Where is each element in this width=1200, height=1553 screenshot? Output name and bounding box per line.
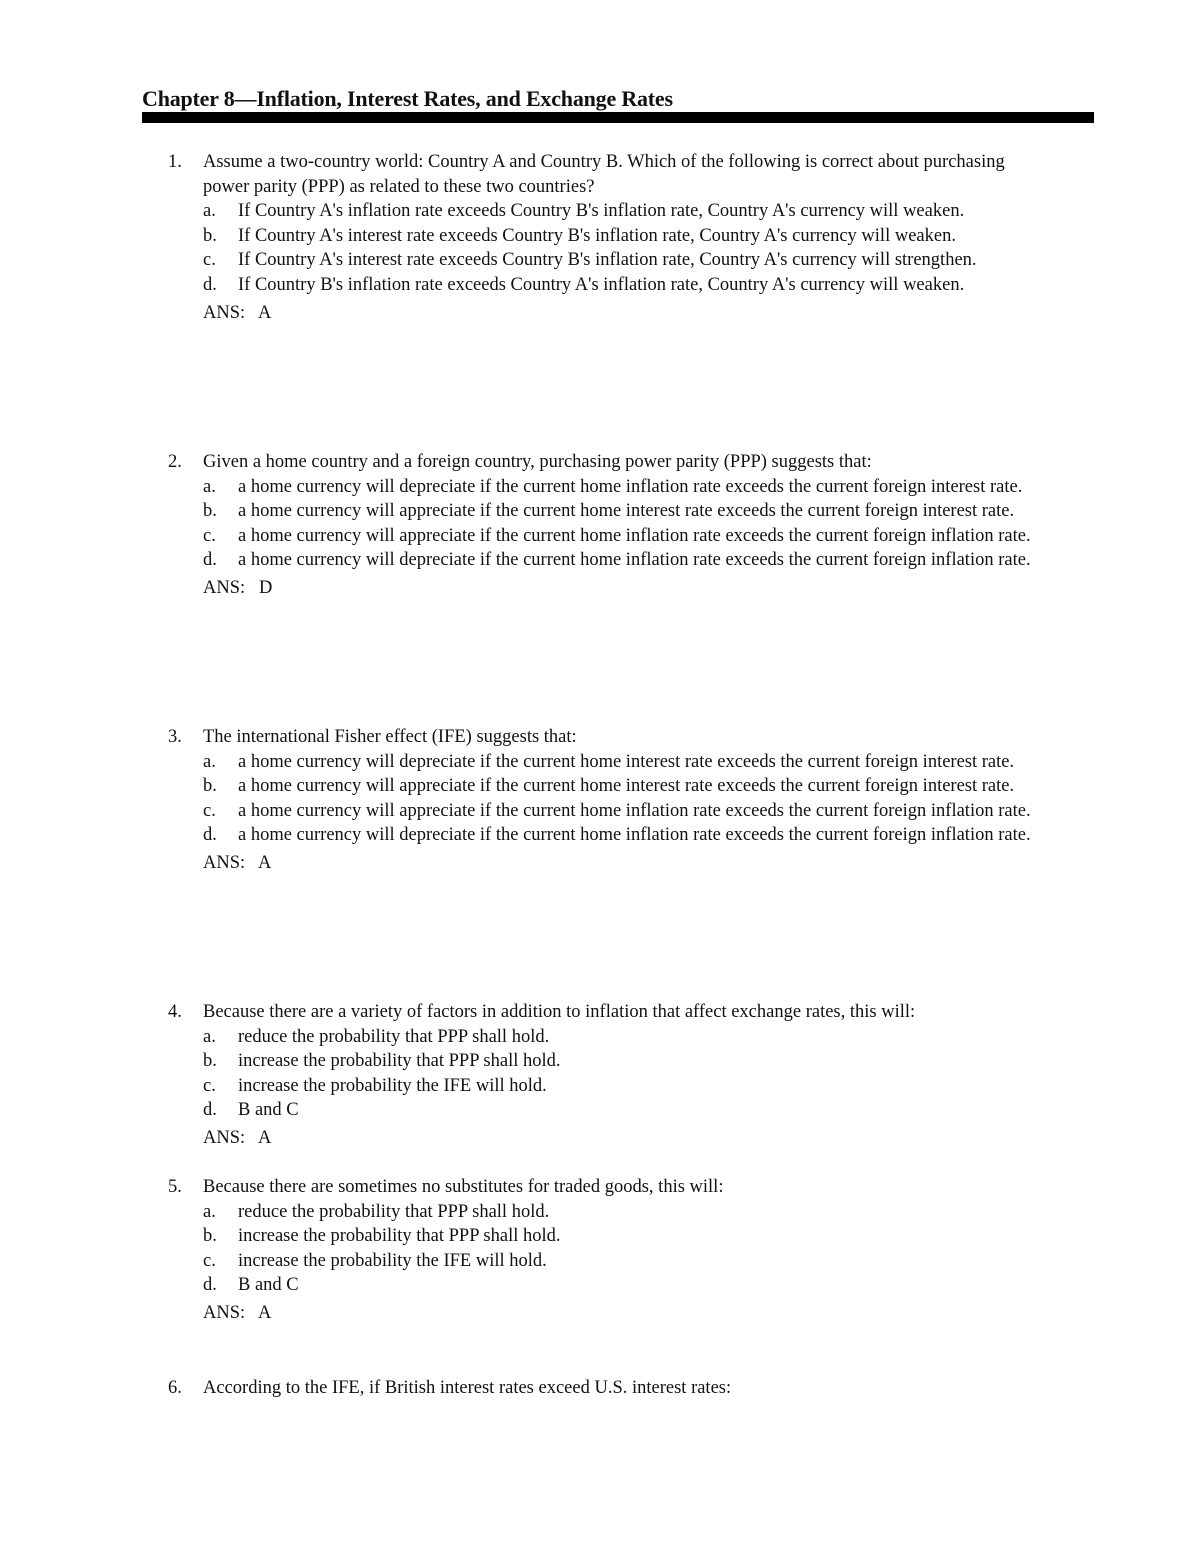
chapter-title: Chapter 8—Inflation, Interest Rates, and Exchange Rates [142, 86, 673, 111]
choice-text: If Country A's inflation rate exceeds Country B's inflation rate, Country A's currency will weaken. [238, 201, 965, 222]
choice-text: B and C [238, 1100, 299, 1121]
question-text: Given a home country and a foreign country, purchasing power parity (PPP) suggests that: [203, 452, 872, 472]
answer-line: ANS: D [203, 577, 273, 598]
choice-c [203, 1074, 1048, 1099]
choice-a [203, 750, 1048, 775]
choice-letter: a. [203, 476, 216, 497]
question-1 [168, 150, 1048, 325]
choice-text: increase the probability that PPP shall hold. [238, 1051, 561, 1072]
question-3 [168, 725, 1048, 876]
answer-line: ANS: A [203, 1127, 272, 1148]
choice-letter: a. [203, 751, 216, 772]
question-text: The international Fisher effect (IFE) suggests that: [203, 727, 577, 747]
choice-text: increase the probability that PPP shall hold. [238, 1226, 561, 1247]
choice-letter: b. [203, 1051, 217, 1072]
choice-letter: c. [203, 525, 216, 546]
choice-b [203, 1224, 1048, 1249]
choice-letter: c. [203, 1250, 216, 1271]
question-number: 5. [168, 1177, 182, 1197]
choice-letter: d. [203, 825, 217, 846]
choice-text: reduce the probability that PPP shall hold. [238, 1026, 550, 1047]
choice-d [203, 1273, 1048, 1298]
choice-a [203, 199, 1048, 224]
question-text: According to the IFE, if British interest rates exceed U.S. interest rates: [203, 1378, 732, 1398]
choice-text: increase the probability the IFE will hold. [238, 1075, 547, 1096]
choice-d [203, 823, 1048, 848]
choice-letter: c. [203, 250, 216, 271]
choice-letter: b. [203, 776, 217, 797]
question-number: 3. [168, 727, 182, 747]
title-rule [142, 112, 1094, 123]
choice-c [203, 1249, 1048, 1274]
question-text: Because there are sometimes no substitutes for traded goods, this will: [203, 1177, 724, 1197]
answer-line: ANS: A [203, 1302, 272, 1323]
choice-letter: d. [203, 550, 217, 571]
choice-letter: c. [203, 800, 216, 821]
choice-text: a home currency will depreciate if the current home inflation rate exceeds the current foreign interest rate. [238, 476, 1023, 497]
choice-letter: b. [203, 501, 217, 522]
choice-text: a home currency will appreciate if the current home interest rate exceeds the current foreign interest rate. [238, 776, 1015, 797]
choice-b [203, 224, 1048, 249]
choice-c [203, 799, 1048, 824]
choice-d [203, 548, 1048, 573]
answer-line: ANS: A [203, 302, 272, 323]
choice-a [203, 1025, 1048, 1050]
choice-letter: d. [203, 1275, 217, 1296]
choice-text: If Country A's interest rate exceeds Country B's inflation rate, Country A's currency will strengthen. [238, 250, 977, 271]
question-text: Because there are a variety of factors in addition to inflation that affect exchange rates, this will: [203, 1002, 916, 1022]
choice-text: a home currency will depreciate if the current home inflation rate exceeds the current foreign inflation rate. [238, 550, 1031, 571]
choice-a [203, 475, 1048, 500]
question-4 [168, 1000, 1048, 1151]
choice-d [203, 1098, 1048, 1123]
choice-letter: a. [203, 1026, 216, 1047]
choice-text: a home currency will depreciate if the current home interest rate exceeds the current foreign interest rate. [238, 751, 1015, 772]
choice-text: increase the probability the IFE will hold. [238, 1250, 547, 1271]
choice-letter: b. [203, 1226, 217, 1247]
choice-letter: d. [203, 274, 217, 295]
choice-letter: d. [203, 1100, 217, 1121]
question-number: 1. [168, 152, 182, 172]
choice-letter: a. [203, 1201, 216, 1222]
question-number: 4. [168, 1002, 182, 1022]
answer-line: ANS: A [203, 852, 272, 873]
question-text: Assume a two-country world: Country A and Country B. Which of the following is correct about purchasing power parity (PPP) as related to these two countries? [203, 152, 1005, 197]
choice-b [203, 774, 1048, 799]
question-number: 2. [168, 452, 182, 472]
choice-text: If Country A's interest rate exceeds Country B's inflation rate, Country A's currency will weaken. [238, 225, 956, 246]
choice-text: a home currency will depreciate if the current home inflation rate exceeds the current foreign inflation rate. [238, 825, 1031, 846]
question-2 [168, 450, 1048, 601]
choice-text: If Country B's inflation rate exceeds Country A's inflation rate, Country A's currency will weaken. [238, 274, 965, 295]
choice-b [203, 499, 1048, 524]
choice-a [203, 1200, 1048, 1225]
choice-text: reduce the probability that PPP shall hold. [238, 1201, 550, 1222]
choice-text: a home currency will appreciate if the current home inflation rate exceeds the current foreign inflation rate. [238, 525, 1031, 546]
choice-d [203, 273, 1048, 298]
choice-text: a home currency will appreciate if the current home inflation rate exceeds the current foreign inflation rate. [238, 800, 1031, 821]
choice-text: a home currency will appreciate if the current home interest rate exceeds the current foreign interest rate. [238, 501, 1015, 522]
choice-text: B and C [238, 1275, 299, 1296]
choice-letter: c. [203, 1075, 216, 1096]
choice-b [203, 1049, 1048, 1074]
choice-c [203, 524, 1048, 549]
choice-letter: a. [203, 201, 216, 222]
question-6 [168, 1376, 1048, 1401]
question-number: 6. [168, 1378, 182, 1398]
choice-c [203, 248, 1048, 273]
choice-letter: b. [203, 225, 217, 246]
question-5 [168, 1175, 1048, 1326]
